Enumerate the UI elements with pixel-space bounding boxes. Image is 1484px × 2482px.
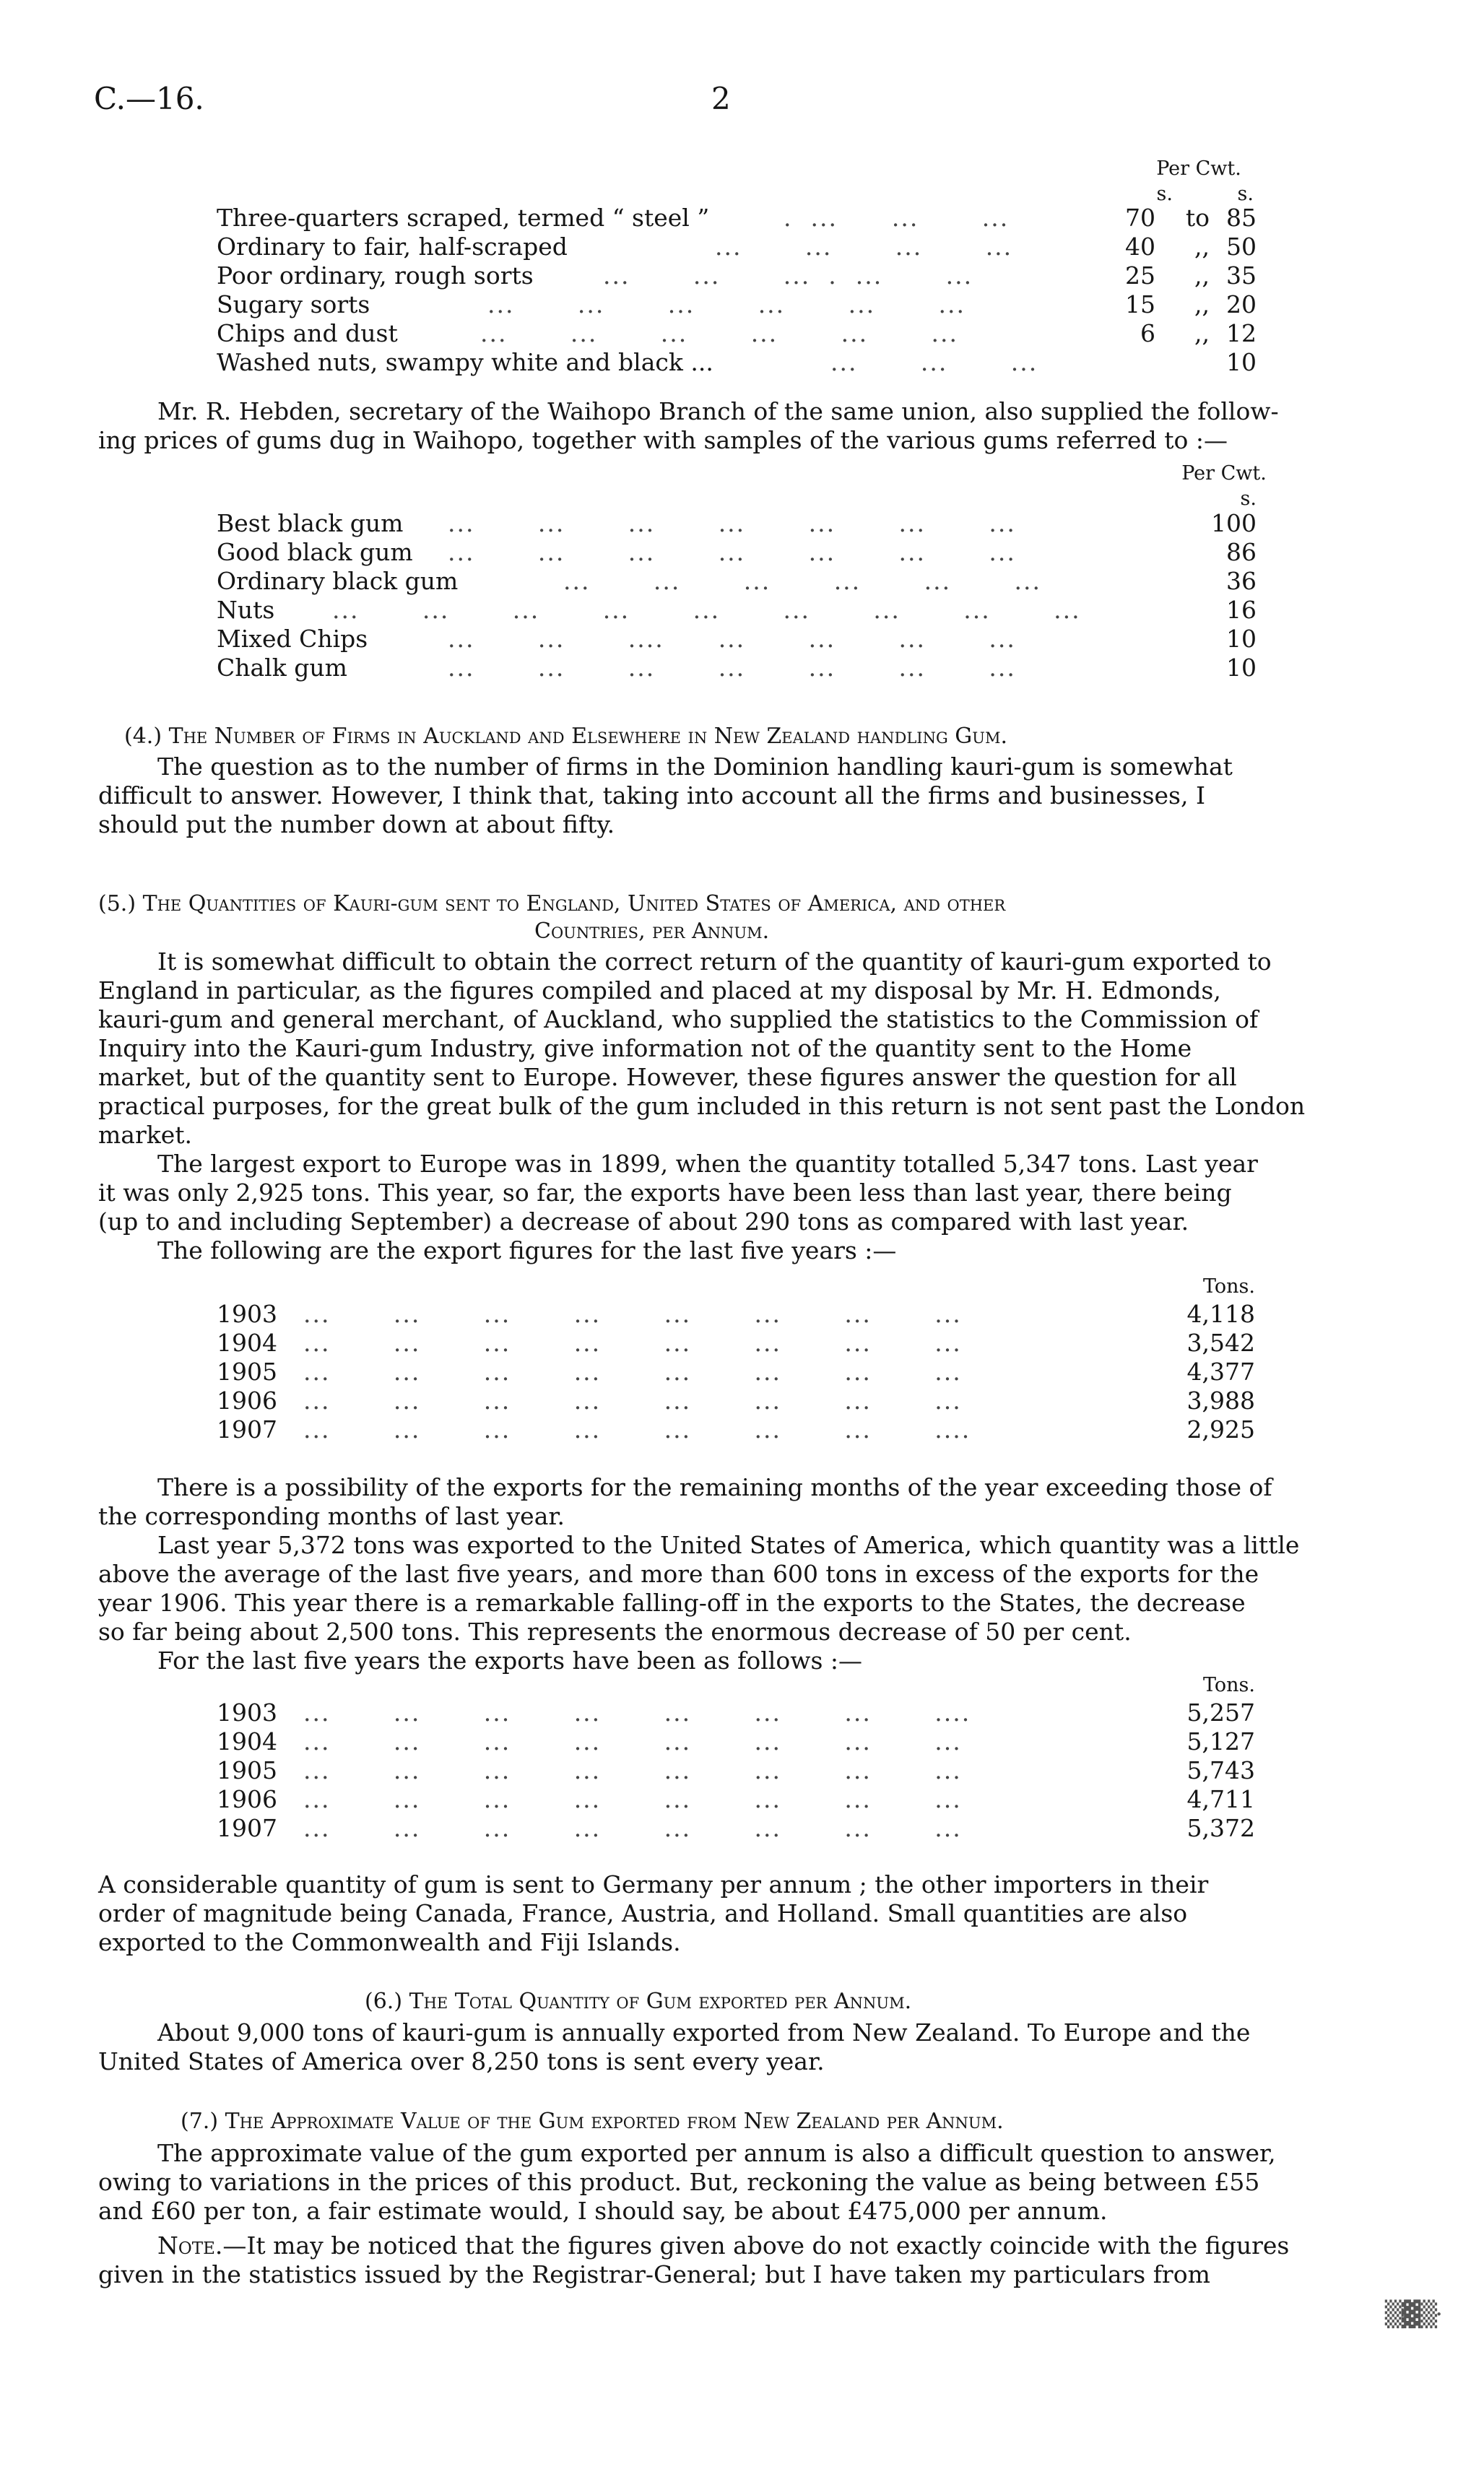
paragraph-line: Mr. R. Hebden, secretary of the Waihopo Branch of the same union, also supplied the follow-: [157, 397, 1279, 425]
leader-dots: . ... ... ...: [784, 204, 1010, 232]
note-label: Note.: [157, 2231, 223, 2260]
table2-column-header: Per Cwt.: [1181, 462, 1267, 485]
tons-cell: 5,127: [1186, 1727, 1255, 1756]
row-label: Nuts: [217, 596, 275, 624]
price-high: 85: [1226, 204, 1257, 232]
note-line: [157, 2231, 1289, 2260]
price-sep: ,,: [1194, 319, 1210, 347]
leader-dots: ... ... ... ... ... ...: [487, 290, 966, 318]
price-high: 35: [1226, 261, 1257, 290]
paragraph-line: given in the statistics issued by the Registrar-General; but I have taken my particulars from: [98, 2260, 1210, 2288]
leader-dots: ... ... ... ... ... ... ... ...: [303, 1329, 962, 1357]
paragraph-line: (up to and including September) a decrease of about 290 tons as compared with last year.: [98, 1207, 1189, 1236]
leader-dots: ... ... ... ... ... ... ... ...: [303, 1358, 962, 1386]
price-sep: to: [1185, 204, 1210, 232]
section-heading-7: (7.) The Approximate Value of the Gum exported from New Zealand per Annum.: [181, 2109, 1004, 2134]
paragraph-line: above the average of the last five years, and more than 600 tons in excess of the exports for the: [98, 1560, 1259, 1588]
price-high: 12: [1226, 319, 1257, 347]
row-label: Ordinary to fair, half-scraped: [217, 233, 568, 261]
price-low: 70: [1125, 204, 1155, 232]
price-sep: ,,: [1194, 290, 1210, 318]
paragraph-line: year 1906. This year there is a remarkable falling-off in the exports to the States, the decrease: [98, 1589, 1246, 1617]
row-label: Chalk gum: [217, 654, 347, 682]
year-cell: 1905: [217, 1358, 277, 1386]
paragraph-line: difficult to answer. However, I think that, taking into account all the firms and businesses, I: [98, 781, 1205, 810]
leader-dots: ... ... ... ... ... ... ... ....: [303, 1415, 971, 1444]
paragraph-line: About 9,000 tons of kauri-gum is annually exported from New Zealand. To Europe and the: [157, 2018, 1251, 2047]
section-heading-5-continued: Countries, per Annum.: [534, 919, 770, 944]
price-sep: ,,: [1194, 261, 1210, 290]
paragraph-line: For the last five years the exports have been as follows :—: [157, 1646, 862, 1675]
leader-dots: ... ... ... ... ... ...: [480, 319, 958, 347]
tons-cell: 4,118: [1186, 1300, 1255, 1328]
row-label: Mixed Chips: [217, 625, 368, 653]
tons-cell: 5,743: [1186, 1756, 1255, 1784]
price-low: 25: [1125, 261, 1155, 290]
year-cell: 1907: [217, 1814, 277, 1842]
leader-dots: ... ... ... ... ... ... ...: [448, 538, 1016, 566]
paragraph-line: It is somewhat difficult to obtain the correct return of the quantity of kauri-gum exported to: [157, 947, 1272, 976]
price-value: 86: [1226, 538, 1257, 566]
paragraph-line: ing prices of gums dug in Waihopo, together with samples of the various gums referred to :—: [98, 426, 1228, 454]
year-cell: 1907: [217, 1415, 277, 1444]
year-cell: 1905: [217, 1756, 277, 1784]
paragraph-line: and £60 per ton, a fair estimate would, I should say, be about £475,000 per annum.: [98, 2197, 1108, 2225]
year-cell: 1904: [217, 1329, 277, 1357]
price-low: 6: [1140, 319, 1155, 347]
price-high: 10: [1226, 348, 1257, 376]
tons-cell: 3,542: [1186, 1329, 1255, 1357]
table1-unit-high: s.: [1237, 183, 1254, 205]
paragraph-line: it was only 2,925 tons. This year, so far, the exports have been less than last year, there being: [98, 1179, 1232, 1207]
paragraph-line: so far being about 2,500 tons. This represents the enormous decrease of 50 per cent.: [98, 1618, 1132, 1646]
paragraph-line: Inquiry into the Kauri-gum Industry, give information not of the quantity sent to the Home: [98, 1034, 1192, 1062]
tons-cell: 2,925: [1186, 1415, 1255, 1444]
tons-cell: 5,372: [1186, 1814, 1255, 1842]
paragraph-line: market.: [98, 1121, 193, 1149]
paragraph-line: The largest export to Europe was in 1899, when the quantity totalled 5,347 tons. Last year: [157, 1150, 1258, 1178]
paragraph-line: owing to variations in the prices of this product. But, reckoning the value as being between £55: [98, 2168, 1260, 2196]
leader-dots: ... ... .... ... ... ... ...: [448, 625, 1016, 653]
paragraph-line: The following are the export figures for the last five years :—: [157, 1236, 897, 1264]
row-label: Poor ordinary, rough sorts: [217, 261, 534, 290]
row-label: Ordinary black gum: [217, 567, 459, 595]
price-value: 16: [1226, 596, 1257, 624]
page-number: 2: [711, 81, 731, 116]
leader-dots: ... ... ... . ... ...: [603, 261, 973, 290]
europe-table-header: Tons.: [1203, 1275, 1255, 1298]
row-label: Best black gum: [217, 509, 404, 537]
leader-dots: ... ... ... ... ... ... ... ...: [303, 1387, 962, 1415]
paragraph-line: There is a possibility of the exports for the remaining months of the year exceeding those of: [157, 1473, 1272, 1501]
leader-dots: ... ... ... ... ... ... ... ...: [303, 1727, 962, 1756]
paragraph-line: market, but of the quantity sent to Europe. However, these figures answer the question for all: [98, 1063, 1237, 1091]
leader-dots: ... ... ... ... ... ... ...: [448, 654, 1016, 682]
leader-dots: ... ... ... ... ... ... ... ...: [303, 1756, 962, 1784]
price-value: 10: [1226, 625, 1257, 653]
paragraph-line: order of magnitude being Canada, France, Austria, and Holland. Small quantities are also: [98, 1899, 1188, 1927]
leader-dots: ... ... ... ...: [715, 233, 1013, 261]
paragraph-line: The approximate value of the gum exported per annum is also a difficult question to answer,: [157, 2139, 1276, 2167]
paragraph-line: England in particular, as the figures compiled and placed at my disposal by Mr. H. Edmonds,: [98, 976, 1221, 1004]
paragraph-line: should put the number down at about fifty.: [98, 810, 615, 838]
printer-mark-icon: ▒▓▒·: [1384, 2300, 1441, 2329]
note-text: —It may be noticed that the figures given above do not exactly coincide with the figures: [222, 2231, 1290, 2260]
price-value: 36: [1226, 567, 1257, 595]
leader-dots: ... ... ... ... ... ... ... ...: [303, 1814, 962, 1842]
table1-unit-low: s.: [1156, 183, 1173, 205]
row-label: Good black gum: [217, 538, 413, 566]
year-cell: 1903: [217, 1698, 277, 1727]
section-heading-6: (6.) The Total Quantity of Gum exported per Annum.: [365, 1989, 912, 2014]
row-label: Chips and dust: [217, 319, 398, 347]
price-value: 100: [1211, 509, 1257, 537]
document-reference: C.—16.: [94, 81, 204, 116]
table2-unit: s.: [1240, 487, 1257, 510]
leader-dots: ... ... ... ... ... ... ... ...: [303, 1785, 962, 1813]
paragraph-line: The question as to the number of firms in the Dominion handling kauri-gum is somewhat: [157, 752, 1233, 781]
table1-column-header: Per Cwt.: [1156, 157, 1241, 180]
section-heading-5: (5.) The Quantities of Kauri-gum sent to England, United States of America, and other: [98, 891, 1006, 916]
tons-cell: 5,257: [1186, 1698, 1255, 1727]
paragraph-line: practical purposes, for the great bulk of the gum included in this return is not sent past the London: [98, 1092, 1306, 1120]
year-cell: 1903: [217, 1300, 277, 1328]
leader-dots: ... ... ... ... ... ... ... ...: [303, 1300, 962, 1328]
price-low: 15: [1125, 290, 1155, 318]
leader-dots: ... ... ... ... ... ... ...: [448, 509, 1016, 537]
year-cell: 1906: [217, 1785, 277, 1813]
paragraph-line: Last year 5,372 tons was exported to the United States of America, which quantity was a little: [157, 1531, 1300, 1559]
paragraph-line: A considerable quantity of gum is sent to Germany per annum ; the other importers in their: [98, 1870, 1209, 1899]
row-label: Washed nuts, swampy white and black ...: [217, 348, 713, 376]
section-heading-4: (4.) The Number of Firms in Auckland and Elsewhere in New Zealand handling Gum.: [124, 724, 1007, 749]
tons-cell: 3,988: [1186, 1387, 1255, 1415]
price-sep: ,,: [1194, 233, 1210, 261]
price-low: 40: [1125, 233, 1155, 261]
leader-dots: ... ... ... ... ... ... ... ... ...: [332, 596, 1081, 624]
year-cell: 1904: [217, 1727, 277, 1756]
row-label: Three-quarters scraped, termed “ steel ”: [217, 204, 710, 232]
tons-cell: 4,711: [1186, 1785, 1255, 1813]
paragraph-line: United States of America over 8,250 tons is sent every year.: [98, 2047, 825, 2075]
row-label: Sugary sorts: [217, 290, 370, 318]
price-high: 20: [1226, 290, 1257, 318]
leader-dots: ... ... ... ... ... ...: [563, 567, 1041, 595]
leader-dots: ... ... ...: [830, 348, 1038, 376]
leader-dots: ... ... ... ... ... ... ... ....: [303, 1698, 971, 1727]
price-value: 10: [1226, 654, 1257, 682]
price-high: 50: [1226, 233, 1257, 261]
paragraph-line: exported to the Commonwealth and Fiji Islands.: [98, 1928, 681, 1956]
year-cell: 1906: [217, 1387, 277, 1415]
usa-table-header: Tons.: [1203, 1674, 1255, 1696]
paragraph-line: the corresponding months of last year.: [98, 1502, 565, 1530]
paragraph-line: kauri-gum and general merchant, of Auckland, who supplied the statistics to the Commission of: [98, 1005, 1259, 1033]
tons-cell: 4,377: [1186, 1358, 1255, 1386]
